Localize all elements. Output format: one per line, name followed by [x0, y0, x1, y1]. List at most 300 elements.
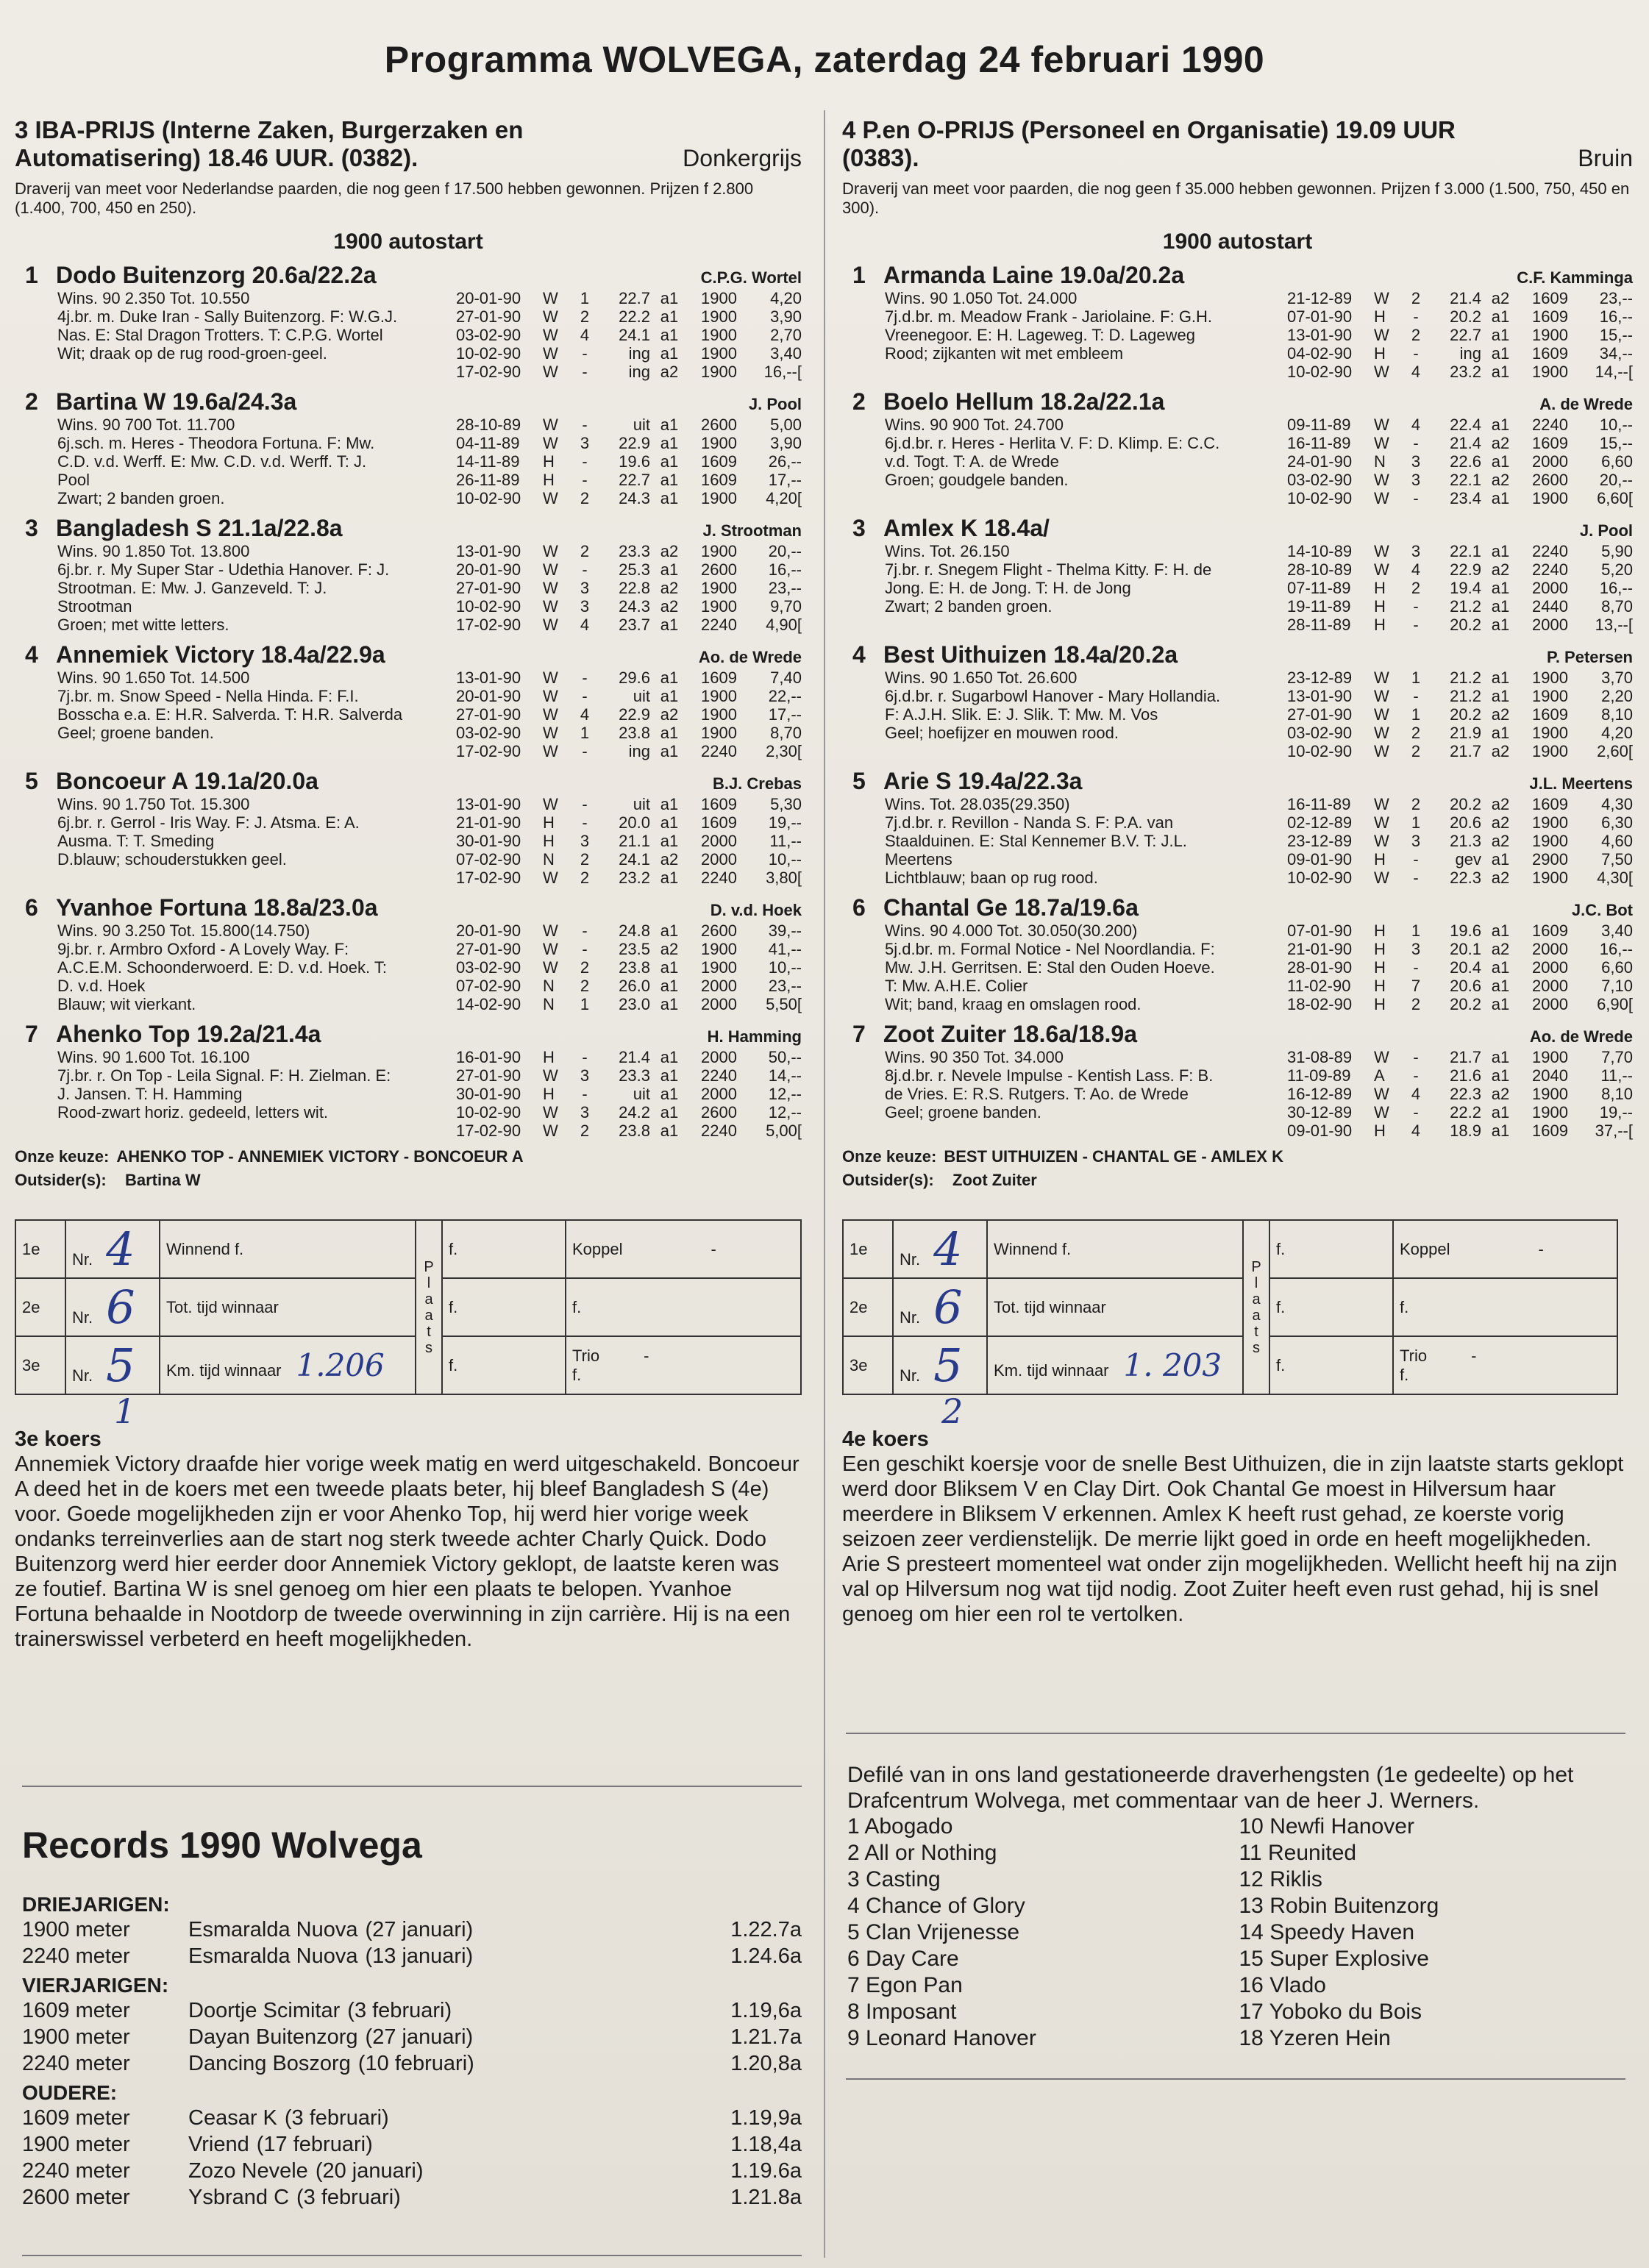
start-odds: 4,30 — [1601, 795, 1633, 813]
start-date: 20-01-90 — [456, 921, 521, 940]
koppel-field[interactable] — [1393, 1220, 1617, 1278]
horse-driver: J.C. Bot — [1571, 901, 1633, 919]
start-place: - — [582, 687, 588, 705]
start-date: 27-01-90 — [1287, 705, 1353, 724]
start-track: W — [543, 1103, 558, 1121]
start-time: 29.6 — [619, 668, 650, 687]
horse-recent-starts — [456, 668, 802, 760]
start-time: 21.7 — [1450, 1048, 1481, 1066]
our-choice — [15, 1147, 802, 1166]
start-distance: 2000 — [1532, 579, 1568, 597]
horse-description-line: Zwart; 2 banden groen. — [885, 597, 1053, 616]
nr-label: Nr. — [900, 1366, 921, 1385]
start-class: a1 — [660, 832, 679, 850]
start-distance: 2000 — [701, 832, 737, 850]
race-3-section — [15, 116, 802, 1652]
start-distance: 1900 — [701, 326, 737, 344]
horse-entry — [15, 262, 802, 381]
start-place: 4 — [580, 616, 590, 634]
start-class: a1 — [1491, 616, 1510, 634]
start-date: 23-12-89 — [1287, 668, 1353, 687]
horse-description-line: Geel; groene banden. — [57, 724, 214, 742]
start-track: H — [1374, 977, 1386, 995]
horse-number-field[interactable] — [893, 1278, 987, 1336]
place-amount[interactable]: f. — [442, 1336, 566, 1394]
start-time: 23.8 — [619, 958, 650, 977]
start-time: 23.7 — [619, 616, 650, 634]
start-distance: 2000 — [701, 995, 737, 1013]
start-track: W — [543, 869, 558, 887]
horse-heading — [842, 641, 1633, 668]
horse-heading — [15, 388, 802, 416]
start-distance: 2040 — [1532, 1066, 1568, 1085]
start-distance: 2000 — [1532, 940, 1568, 958]
start-time: 22.2 — [1450, 1103, 1481, 1121]
horse-details — [842, 795, 1633, 887]
start-distance: 2240 — [701, 1066, 737, 1085]
start-class: a2 — [660, 579, 679, 597]
start-class: a2 — [1491, 869, 1510, 887]
record-time: 1.19,6a — [730, 1999, 802, 2022]
commentary-text: Annemiek Victory draafde hier vorige week matig en werd uitgeschakeld. Boncoeur A deed het in de koers met een tweede plaats beter, hij bleef Bangladesh S (4e) voor. Goede mogelijkheden zijn er voor Ahenko Top, hij werd hier vorige week ondanks terreinverlies aan de start nog sterk tweede achter Charly Quick. Dodo Buitenzorg werd hier eerder door Annemiek Victory geklopt, de laatste keren was ze foutief. Bartina W is snel genoeg om hier een plaats te belopen. Yvanhoe Fortuna behaalde in Nootdorp de tweede overwinning in zijn carrière. Hij is na een trainerswissel verbeterd en heeft mogelijkheden. — [15, 1452, 799, 1651]
start-distance: 1900 — [1532, 1103, 1568, 1121]
start-date: 03-02-90 — [456, 724, 521, 742]
start-place: 2 — [580, 869, 590, 887]
start-place: - — [582, 813, 588, 832]
start-odds: 23,-- — [768, 579, 802, 597]
start-distance: 1609 — [1532, 289, 1568, 307]
horse-driver: C.P.G. Wortel — [700, 268, 802, 287]
start-row — [1287, 850, 1633, 869]
our-choice-value: AHENKO TOP - ANNEMIEK VICTORY - BONCOEUR A — [116, 1147, 524, 1166]
start-time: 22.3 — [1450, 869, 1481, 887]
record-distance: 2240 meter — [22, 1944, 130, 1968]
start-track: H — [1374, 307, 1386, 326]
horse-description-line: Wins. 90 1.600 Tot. 16.100 — [57, 1048, 250, 1066]
horse-number: 2 — [25, 388, 38, 415]
start-time: 23.3 — [619, 542, 650, 560]
place-amount[interactable]: f. — [442, 1220, 566, 1278]
start-odds: 23,-- — [1599, 289, 1633, 307]
start-track: H — [543, 471, 555, 489]
horse-entry — [15, 894, 802, 1013]
amount-field[interactable] — [160, 1336, 416, 1394]
handwritten-number: 6 — [106, 1280, 135, 1334]
start-odds: 19,-- — [768, 813, 802, 832]
handwritten-number: 5 — [106, 1338, 135, 1392]
start-date: 20-01-90 — [456, 560, 521, 579]
start-row — [1287, 1121, 1633, 1140]
records-group-title: OUDERE: — [22, 2081, 118, 2104]
horse-description-line: Mw. J.H. Gerritsen. E: Stal den Ouden Hoeve. — [885, 958, 1215, 977]
start-time: 24.3 — [619, 489, 650, 507]
start-odds: 5,90 — [1601, 542, 1633, 560]
start-distance: 1900 — [701, 958, 737, 977]
start-track: H — [1374, 579, 1386, 597]
horse-description-line: A.C.E.M. Schoonderwoerd. E: D. v.d. Hoek. T: — [57, 958, 387, 977]
start-class: a1 — [660, 471, 679, 489]
start-odds: 10,-- — [1599, 416, 1633, 434]
start-date: 27-01-90 — [456, 705, 521, 724]
start-class: a1 — [1491, 416, 1510, 434]
start-distance: 2240 — [701, 742, 737, 760]
start-track: H — [1374, 616, 1386, 634]
start-time: 24.3 — [619, 597, 650, 616]
horse-name: Bangladesh S 21.1a/22.8a — [56, 515, 343, 541]
start-distance: 2000 — [1532, 616, 1568, 634]
records-section — [22, 1824, 802, 2211]
horse-description-line: 9j.br. r. Armbro Oxford - A Lovely Way. F: — [57, 940, 349, 958]
horse-description-line: Wins. 90 900 Tot. 24.700 — [885, 416, 1064, 434]
start-distance: 2000 — [701, 850, 737, 869]
start-place: - — [1413, 597, 1419, 616]
start-distance: 1900 — [1532, 668, 1568, 687]
horse-details — [842, 668, 1633, 760]
start-distance: 1900 — [1532, 1048, 1568, 1066]
horse-number: 1 — [852, 262, 866, 288]
start-time: 21.6 — [1450, 1066, 1481, 1085]
horse-description — [842, 416, 1287, 507]
koppel-field[interactable] — [566, 1220, 801, 1278]
stallion-item: 10 Newfi Hanover — [1239, 1814, 1414, 1839]
record-date: (3 februari) — [284, 2106, 389, 2130]
horse-description-line: Wins. 90 2.350 Tot. 10.550 — [57, 289, 250, 307]
records-group-title: VIERJARIGEN: — [22, 1974, 169, 1997]
start-place: - — [1413, 616, 1419, 634]
start-class: a1 — [1491, 958, 1510, 977]
horse-description-line: 7j.br. m. Snow Speed - Nella Hinda. F: F.I. — [57, 687, 359, 705]
start-track: H — [1374, 344, 1386, 363]
start-odds: 16,-- — [1599, 579, 1633, 597]
start-track: W — [543, 724, 558, 742]
record-distance: 2600 meter — [22, 2186, 130, 2209]
start-row — [1287, 597, 1633, 616]
start-odds: 4,90[ — [766, 616, 802, 634]
start-time: 20.0 — [619, 813, 650, 832]
start-distance: 2000 — [701, 1085, 737, 1103]
start-time: 20.6 — [1450, 813, 1481, 832]
horse-description-line: Rood-zwart horiz. gedeeld, letters wit. — [57, 1103, 329, 1121]
start-place: - — [1413, 307, 1419, 326]
start-place: - — [1413, 1103, 1419, 1121]
start-time: ing — [1459, 344, 1481, 363]
start-row — [456, 434, 802, 452]
start-distance: 2600 — [701, 1103, 737, 1121]
start-odds: 8,10 — [1601, 705, 1633, 724]
start-track: W — [1374, 489, 1389, 507]
start-distance: 1900 — [701, 579, 737, 597]
horse-details — [15, 668, 802, 760]
start-row — [1287, 705, 1633, 724]
start-row — [1287, 579, 1633, 597]
horse-name: Zoot Zuiter 18.6a/18.9a — [883, 1021, 1138, 1047]
start-distance: 1609 — [1532, 1121, 1568, 1140]
horse-number: 3 — [25, 515, 38, 541]
horse-number-field[interactable] — [65, 1220, 160, 1278]
start-distance: 1900 — [1532, 724, 1568, 742]
start-place: - — [582, 344, 588, 363]
start-class: a2 — [1491, 832, 1510, 850]
start-distance: 2000 — [701, 977, 737, 995]
race-start-type: 1900 autostart — [333, 229, 483, 254]
our-choice-label: Onze keuze: — [15, 1147, 110, 1166]
start-odds: 8,70 — [770, 724, 802, 742]
start-date: 10-02-90 — [1287, 489, 1353, 507]
start-distance: 1900 — [1532, 813, 1568, 832]
start-row — [1287, 687, 1633, 705]
horse-description-line: de Vries. E: R.S. Rutgers. T: Ao. de Wrede — [885, 1085, 1189, 1103]
start-row — [456, 471, 802, 489]
horse-recent-starts — [456, 921, 802, 1013]
start-place: - — [582, 795, 588, 813]
handwritten-time: 1. 203 — [1123, 1347, 1222, 1383]
start-distance: 1900 — [1532, 832, 1568, 850]
start-distance: 2240 — [701, 1121, 737, 1140]
start-row — [1287, 869, 1633, 887]
start-distance: 1900 — [1532, 687, 1568, 705]
start-class: a1 — [660, 1048, 679, 1066]
race-conditions: Draverij van meet voor paarden, die nog geen f 35.000 hebben gewonnen. Prijzen f 3.000 (1.500, 750, 450 en 300). — [842, 179, 1630, 217]
start-distance: 1900 — [701, 542, 737, 560]
start-odds: 6,90[ — [1597, 995, 1633, 1013]
start-time: 22.7 — [619, 471, 650, 489]
nr-label: Nr. — [900, 1250, 921, 1269]
start-track: N — [543, 995, 555, 1013]
start-class: a1 — [1491, 668, 1510, 687]
dash: - — [710, 1239, 716, 1258]
record-distance: 1900 meter — [22, 2133, 130, 2156]
horse-description-line: 5j.d.br. m. Formal Notice - Nel Noordlandia. F: — [885, 940, 1215, 958]
start-odds: 50,-- — [768, 1048, 802, 1066]
start-track: H — [1374, 940, 1386, 958]
start-place: - — [1413, 958, 1419, 977]
start-row — [456, 326, 802, 344]
start-odds: 3,40 — [770, 344, 802, 363]
horse-description-line: Wins. 90 1.750 Tot. 15.300 — [57, 795, 250, 813]
start-track: W — [1374, 869, 1389, 887]
start-row — [1287, 940, 1633, 958]
start-time: 22.4 — [1450, 416, 1481, 434]
defile-section — [847, 1762, 1631, 2052]
start-row — [1287, 977, 1633, 995]
stallion-item: 17 Yoboko du Bois — [1239, 2000, 1422, 2024]
start-date: 07-02-90 — [456, 977, 521, 995]
record-date: (3 februari) — [347, 1999, 452, 2022]
start-class: a1 — [1491, 995, 1510, 1013]
record-horse — [188, 1943, 721, 1969]
start-row — [456, 1121, 802, 1140]
start-time: 24.1 — [619, 326, 650, 344]
start-time: 26.0 — [619, 977, 650, 995]
amount-field[interactable] — [160, 1220, 416, 1278]
stallion-item: 15 Super Explosive — [1239, 1947, 1429, 1971]
start-place: - — [582, 742, 588, 760]
start-distance: 2000 — [1532, 977, 1568, 995]
start-track: W — [543, 434, 558, 452]
record-horse — [188, 2050, 721, 2077]
horse-driver: J.L. Meertens — [1529, 774, 1633, 793]
amount-field[interactable] — [987, 1278, 1243, 1336]
start-odds: 6,60 — [1601, 452, 1633, 471]
trio-field[interactable] — [566, 1336, 801, 1394]
horse-description — [15, 416, 456, 507]
horse-description-line: Strootman — [57, 597, 132, 616]
start-class: a1 — [660, 813, 679, 832]
start-distance: 1900 — [701, 724, 737, 742]
record-horse — [188, 2024, 721, 2050]
horse-recent-starts — [456, 795, 802, 887]
horse-description — [842, 668, 1287, 760]
amount-label: Tot. tijd winnaar — [994, 1297, 1106, 1316]
horse-details — [15, 795, 802, 887]
koppel-amount[interactable]: f. — [566, 1278, 801, 1336]
record-distance: 1900 meter — [22, 2025, 130, 2049]
horse-description-line: Staalduinen. E: Stal Kennemer B.V. T: J.L. — [885, 832, 1187, 850]
stallion-item: 6 Day Care — [847, 1947, 959, 1971]
trio-field[interactable] — [1393, 1336, 1617, 1394]
horse-details — [15, 542, 802, 634]
stallion-item: 12 Riklis — [1239, 1867, 1322, 1891]
horse-description-line: D.blauw; schouderstukken geel. — [57, 850, 287, 869]
start-row — [456, 795, 802, 813]
start-track: N — [1374, 452, 1386, 471]
start-place: 1 — [1411, 813, 1421, 832]
horse-number-field[interactable] — [893, 1220, 987, 1278]
horse-number-field[interactable] — [65, 1336, 160, 1394]
start-time: 21.3 — [1450, 832, 1481, 850]
record-date: (10 februari) — [357, 2052, 474, 2075]
start-place: 1 — [580, 724, 590, 742]
place-amount[interactable]: f. — [1269, 1220, 1393, 1278]
start-row — [456, 705, 802, 724]
start-row — [1287, 832, 1633, 850]
start-time: uit — [633, 416, 650, 434]
start-date: 28-10-89 — [456, 416, 521, 434]
horse-number-field[interactable] — [65, 1278, 160, 1336]
place-amount[interactable]: f. — [1269, 1278, 1393, 1336]
horse-description — [842, 289, 1287, 381]
amount-field[interactable] — [987, 1220, 1243, 1278]
stallion-item: 1 Abogado — [847, 1814, 953, 1839]
amount-field[interactable] — [160, 1278, 416, 1336]
horse-entry — [842, 388, 1633, 507]
start-row — [456, 616, 802, 634]
start-class: a1 — [660, 452, 679, 471]
start-distance: 2600 — [1532, 471, 1568, 489]
start-place: 1 — [1411, 921, 1421, 940]
start-odds: 14,-- — [768, 1066, 802, 1085]
start-odds: 9,70 — [770, 597, 802, 616]
horse-entry — [15, 388, 802, 507]
start-class: a1 — [1491, 597, 1510, 616]
place-amount[interactable]: f. — [442, 1278, 566, 1336]
start-distance: 1900 — [701, 489, 737, 507]
start-date: 17-02-90 — [456, 869, 521, 887]
stallion-item: 11 Reunited — [1239, 1841, 1357, 1865]
start-date: 20-01-90 — [456, 687, 521, 705]
start-distance: 1900 — [1532, 363, 1568, 381]
horse-description — [15, 542, 456, 634]
amount-field[interactable] — [987, 1336, 1243, 1394]
start-distance: 1609 — [1532, 795, 1568, 813]
result-form — [842, 1219, 1618, 1395]
horse-name: Boelo Hellum 18.2a/22.1a — [883, 388, 1165, 415]
start-time: 22.3 — [1450, 1085, 1481, 1103]
horse-description-line: Geel; groene banden. — [885, 1103, 1041, 1121]
start-row — [1287, 921, 1633, 940]
start-class: a1 — [1491, 724, 1510, 742]
horse-description-line: Wins. 90 350 Tot. 34.000 — [885, 1048, 1064, 1066]
start-date: 03-02-90 — [1287, 724, 1353, 742]
start-time: 21.1 — [619, 832, 650, 850]
start-date: 28-01-90 — [1287, 958, 1353, 977]
start-distance: 1900 — [701, 344, 737, 363]
start-distance: 2600 — [701, 416, 737, 434]
horse-number: 4 — [852, 641, 866, 668]
stallion-item: 3 Casting — [847, 1867, 941, 1891]
start-date: 16-01-90 — [456, 1048, 521, 1066]
start-row — [456, 668, 802, 687]
outsiders-label: Outsider(s): — [15, 1171, 107, 1189]
start-row — [1287, 1085, 1633, 1103]
horse-description-line: Nas. E: Stal Dragon Trotters. T: C.P.G. Wortel — [57, 326, 383, 344]
place-amount[interactable]: f. — [1269, 1336, 1393, 1394]
horse-description-line: Wins. 90 1.650 Tot. 14.500 — [57, 668, 250, 687]
start-date: 30-01-90 — [456, 1085, 521, 1103]
race-4-section — [842, 116, 1633, 1627]
start-place: 4 — [1411, 560, 1421, 579]
start-date: 14-10-89 — [1287, 542, 1353, 560]
start-row — [456, 724, 802, 742]
start-track: W — [1374, 1103, 1389, 1121]
record-distance: 2240 meter — [22, 2052, 130, 2075]
start-class: a1 — [1491, 307, 1510, 326]
defile-intro: Defilé van in ons land gestationeerde draverhengsten (1e gedeelte) op het Drafcentrum Wolvega, met commentaar van de heer J. Werners. — [847, 1763, 1574, 1813]
horse-heading — [842, 262, 1633, 289]
start-track: W — [543, 668, 558, 687]
start-place: 4 — [580, 326, 590, 344]
record-row — [22, 2024, 802, 2050]
start-odds: 8,70 — [1601, 597, 1633, 616]
start-odds: 7,70 — [1601, 1048, 1633, 1066]
horse-number-field[interactable] — [893, 1336, 987, 1394]
start-place: 2 — [580, 850, 590, 869]
start-date: 16-12-89 — [1287, 1085, 1353, 1103]
start-distance: 2000 — [701, 1048, 737, 1066]
start-place: 7 — [1411, 977, 1421, 995]
start-odds: 6,30 — [1601, 813, 1633, 832]
start-class: a1 — [1491, 977, 1510, 995]
start-class: a1 — [660, 921, 679, 940]
start-class: a1 — [660, 995, 679, 1013]
start-odds: 13,--[ — [1595, 616, 1633, 634]
horse-heading — [842, 515, 1633, 542]
start-row — [1287, 1103, 1633, 1121]
start-distance: 1609 — [1532, 344, 1568, 363]
horse-entry — [842, 894, 1633, 1013]
koppel-amount[interactable]: f. — [1393, 1278, 1617, 1336]
horse-description-line: D. v.d. Hoek — [57, 977, 146, 995]
record-row — [22, 1943, 802, 1969]
start-row — [1287, 995, 1633, 1013]
record-time: 1.22.7a — [730, 1918, 802, 1941]
start-place: - — [1413, 1066, 1419, 1085]
record-time: 1.18,4a — [730, 2133, 802, 2156]
horse-description — [842, 542, 1287, 634]
start-distance: 1900 — [701, 597, 737, 616]
start-time: uit — [633, 795, 650, 813]
start-time: 21.2 — [1450, 687, 1481, 705]
